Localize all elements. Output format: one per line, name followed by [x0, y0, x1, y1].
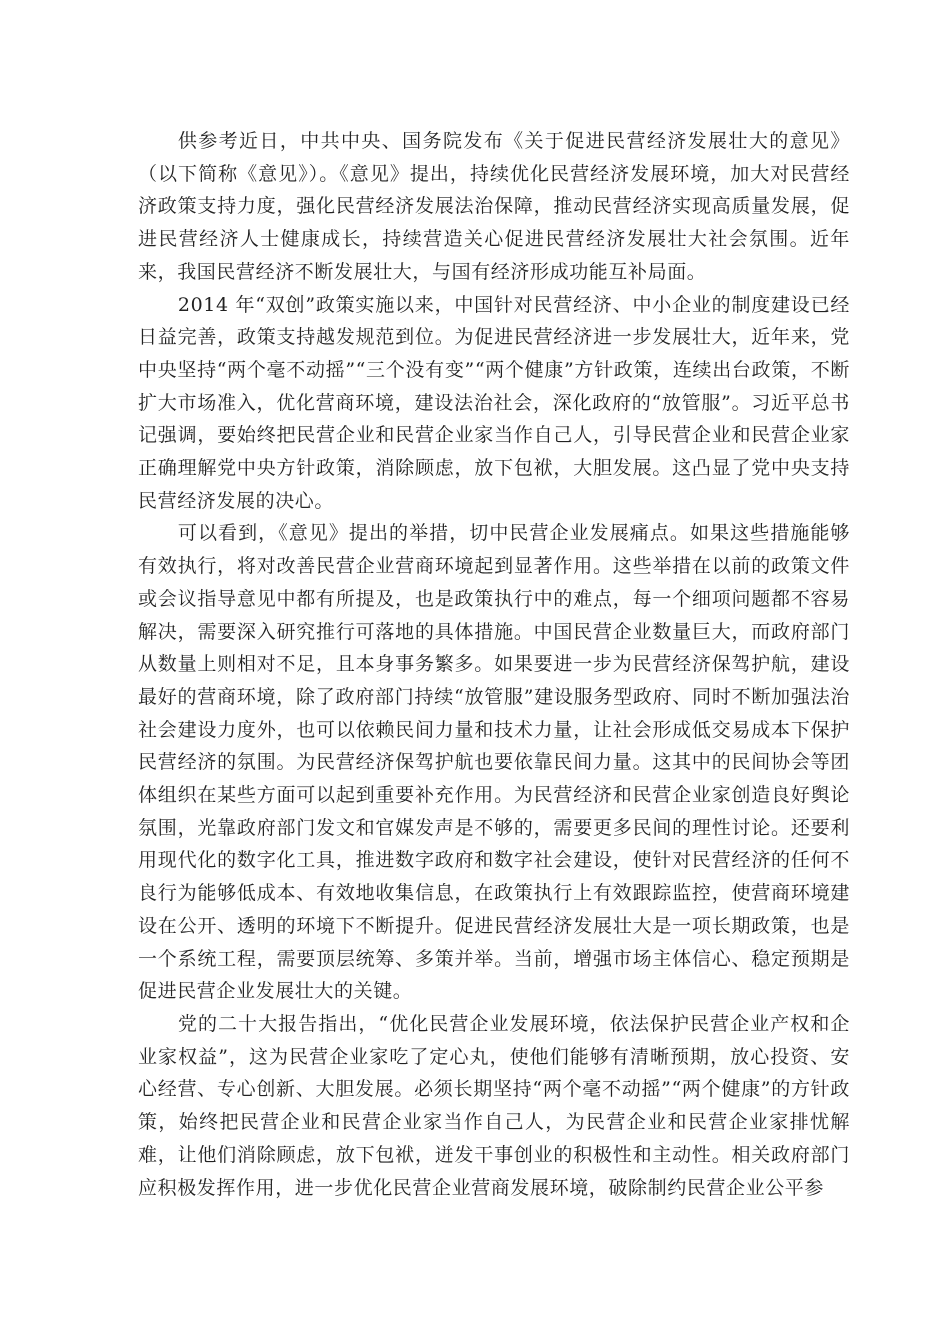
- paragraph-2: 2014 年“双创”政策实施以来，中国针对民营经济、中小企业的制度建设已经日益完善，政策支持越发规范到位。为促进民营经济进一步发展壮大，近年来，党中央坚持“两个毫不动摇”“三个没有变”“两个健康”方针政策，连续出台政策，不断扩大市场准入，优化营商环境，建设法治社会，深化政府的“放管服”。习近平总书记强调，要始终把民营企业和民营企业家当作自己人，引导民营企业和民营企业家正确理解党中央方针政策，消除顾虑，放下包袱，大胆发展。这凸显了党中央支持民营经济发展的决心。: [138, 293, 850, 512]
- paragraph-1: 供参考近日，中共中央、国务院发布《关于促进民营经济发展壮大的意见》（以下简称《意见》）。《意见》提出，持续优化民营经济发展环境，加大对民营经济政策支持力度，强化民营经济发展法治保障，推动民营经济实现高质量发展，促进民营经济人士健康成长，持续营造关心促进民营经济发展壮大社会氛围。近年来，我国民营经济不断发展壮大，与国有经济形成功能互补局面。: [138, 130, 850, 283]
- paragraph-3: 可以看到，《意见》提出的举措，切中民营企业发展痛点。如果这些措施能够有效执行，将对改善民营企业营商环境起到显著作用。这些举措在以前的政策文件或会议指导意见中都有所提及，也是政策执行中的难点，每一个细项问题都不容易解决，需要深入研究推行可落地的具体措施。中国民营企业数量巨大，而政府部门从数量上则相对不足，且本身事务繁多。如果要进一步为民营经济保驾护航，建设最好的营商环境，除了政府部门持续“放管服”建设服务型政府、同时不断加强法治社会建设力度外，也可以依赖民间力量和技术力量，让社会形成低交易成本下保护民营经济的氛围。为民营经济保驾护航也要依靠民间力量。这其中的民间协会等团体组织在某些方面可以起到重要补充作用。为民营经济和民营企业家创造良好舆论氛围，光靠政府部门发文和官媒发声是不够的，需要更多民间的理性讨论。还要利用现代化的数字化工具，推进数字政府和数字社会建设，使针对民营经济的任何不良行为能够低成本、有效地收集信息，在政策执行上有效跟踪监控，使营商环境建设在公开、透明的环境下不断提升。促进民营经济发展壮大是一项长期政策，也是一个系统工程，需要顶层统筹、多策并举。当前，增强市场主体信心、稳定预期是促进民营企业发展壮大的关键。: [138, 522, 850, 1003]
- paragraph-4: 党的二十大报告指出，“优化民营企业发展环境，依法保护民营企业产权和企业家权益”，这为民营企业家吃了定心丸，使他们能够有清晰预期，放心投资、安心经营、专心创新、大胆发展。必须长期坚持“两个毫不动摇”“两个健康”的方针政策，始终把民营企业和民营企业家当作自己人，为民营企业和民营企业家排忧解难，让他们消除顾虑，放下包袱，迸发干事创业的积极性和主动性。相关政府部门应积极发挥作用，进一步优化民营企业营商发展环境，破除制约民营企业公平参: [138, 1012, 850, 1199]
- document-body: [138, 125, 850, 1204]
